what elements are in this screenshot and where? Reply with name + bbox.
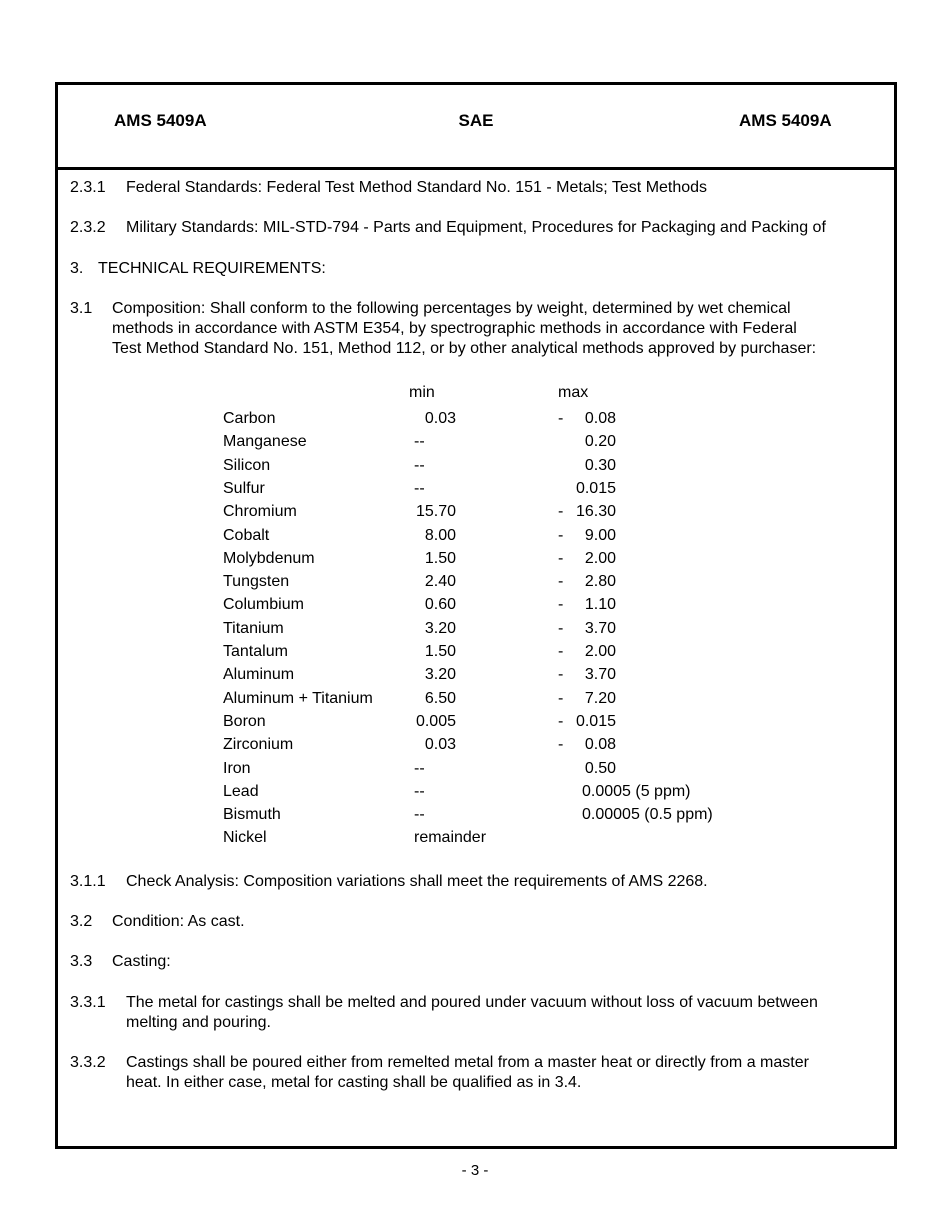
min-value: -- (414, 456, 425, 474)
min-value: remainder (414, 829, 487, 847)
section-3 (70, 259, 890, 279)
max-value: 0.0005 (5 ppm) (582, 782, 691, 800)
element-name: Zirconium (223, 736, 294, 754)
composition-row (223, 456, 823, 476)
section-number: 2.3.2 (70, 219, 106, 236)
section-text: Federal Standards: Federal Test Method Standard No. 151 - Metals; Test Methods (126, 179, 708, 196)
composition-row (223, 409, 823, 429)
section-3-3 (70, 952, 890, 972)
element-name: Nickel (223, 829, 267, 847)
min-value: -- (414, 479, 425, 497)
page-header (58, 85, 894, 170)
min-value: -- (414, 433, 425, 451)
section-text: Military Standards: MIL-STD-794 - Parts and Equipment, Procedures for Packaging and Packing of (126, 219, 826, 236)
min-value: 15.70 (415, 503, 456, 521)
min-value: 0.005 (415, 712, 456, 730)
composition-row (223, 689, 823, 709)
composition-row (223, 432, 823, 452)
section-3-3-2 (70, 1053, 890, 1093)
max-value: 0.00005 (0.5 ppm) (582, 806, 713, 824)
section-text: Condition: As cast. (112, 913, 245, 930)
composition-row (223, 828, 823, 848)
section-number: 2.3.1 (70, 179, 106, 196)
composition-row (223, 479, 823, 499)
min-value: 0.03 (424, 410, 456, 427)
composition-row (223, 572, 823, 592)
composition-row (223, 665, 823, 685)
header-spec-left: AMS 5409A (114, 111, 207, 130)
max-value: 1.10 (584, 596, 616, 614)
range-dash: - (558, 666, 564, 684)
element-name: Tantalum (223, 643, 288, 660)
composition-row (223, 782, 823, 802)
element-name: Boron (223, 712, 266, 730)
range-dash: - (558, 503, 564, 521)
range-dash: - (558, 573, 564, 591)
max-value: 0.50 (584, 759, 616, 777)
composition-row (223, 549, 823, 569)
section-number: 3.3.1 (70, 994, 106, 1011)
section-text: Casting: (112, 953, 171, 970)
element-name: Bismuth (223, 806, 281, 824)
range-dash: - (558, 736, 564, 754)
section-heading: TECHNICAL REQUIREMENTS: (98, 260, 326, 277)
max-value: 0.08 (584, 410, 616, 427)
max-value: 16.30 (575, 503, 616, 521)
max-value: 2.00 (584, 643, 616, 660)
composition-row (223, 595, 823, 615)
section-text-line: Castings shall be poured either from remelted metal from a master heat or directly from a master (126, 1054, 809, 1071)
max-value: 7.20 (584, 689, 616, 707)
composition-header-row (223, 383, 823, 403)
section-number: 3.1 (70, 300, 93, 317)
range-dash: - (558, 596, 564, 614)
range-dash: - (558, 619, 564, 637)
element-name: Tungsten (223, 573, 290, 591)
min-value: 6.50 (424, 689, 456, 707)
range-dash: - (558, 689, 564, 707)
composition-row (223, 712, 823, 732)
max-value: 2.00 (584, 549, 616, 567)
element-name: Aluminum (223, 666, 295, 684)
section-text-line: Composition: Shall conform to the following percentages by weight, determined by wet chemical (112, 300, 791, 317)
section-text: Check Analysis: Composition variations shall meet the requirements of AMS 2268. (126, 873, 708, 890)
section-number: 3.3.2 (70, 1054, 106, 1071)
element-name: Iron (223, 759, 251, 777)
min-value: 1.50 (424, 549, 456, 567)
range-dash: - (558, 549, 564, 567)
section-3-1-1 (70, 872, 890, 892)
element-name: Aluminum + Titanium (223, 689, 373, 707)
element-name: Molybdenum (223, 549, 315, 567)
max-value: 3.70 (584, 619, 616, 637)
element-name: Silicon (223, 456, 271, 474)
min-value: 0.03 (424, 736, 456, 754)
section-text-line: methods in accordance with ASTM E354, by spectrographic methods in accordance with Federal (112, 320, 797, 337)
min-column-header: min (409, 384, 435, 401)
section-number: 3. (70, 260, 84, 277)
max-value: 0.015 (575, 479, 616, 497)
min-value: -- (414, 806, 425, 824)
max-value: 2.80 (584, 573, 616, 591)
section-number: 3.1.1 (70, 873, 106, 890)
range-dash: - (558, 643, 564, 660)
composition-row (223, 642, 823, 662)
max-column-header: max (558, 384, 589, 401)
section-text-line: heat. In either case, metal for casting shall be qualified as in 3.4. (126, 1074, 582, 1091)
max-value: 3.70 (584, 666, 616, 684)
composition-row (223, 805, 823, 825)
composition-row (223, 735, 823, 755)
page-number: - 3 - (461, 1162, 489, 1179)
min-value: 3.20 (424, 619, 456, 637)
range-dash: - (558, 712, 564, 730)
max-value: 0.08 (584, 736, 616, 754)
element-name: Cobalt (223, 526, 270, 544)
section-text-line: The metal for castings shall be melted and poured under vacuum without loss of vacuum between (126, 994, 818, 1011)
element-name: Sulfur (223, 479, 265, 497)
element-name: Carbon (223, 410, 276, 427)
header-org: SAE (458, 111, 494, 130)
min-value: -- (414, 782, 425, 800)
element-name: Chromium (223, 503, 297, 521)
document-frame (55, 82, 897, 1149)
element-name: Lead (223, 782, 259, 800)
range-dash: - (558, 410, 564, 427)
element-name: Titanium (223, 619, 284, 637)
min-value: 0.60 (424, 596, 456, 614)
min-value: -- (414, 759, 425, 777)
section-text-line: melting and pouring. (126, 1014, 271, 1031)
element-name: Columbium (223, 596, 304, 614)
range-dash: - (558, 526, 564, 544)
section-3-3-1 (70, 993, 890, 1033)
section-2-3-2 (70, 218, 890, 238)
section-text-line: Test Method Standard No. 151, Method 112, or by other analytical methods approved by purchaser: (112, 340, 817, 357)
max-value: 0.20 (584, 433, 616, 451)
min-value: 8.00 (424, 526, 456, 544)
section-3-2 (70, 912, 890, 932)
header-spec-right: AMS 5409A (739, 111, 832, 130)
composition-row (223, 526, 823, 546)
section-number: 3.3 (70, 953, 93, 970)
section-3-1 (70, 299, 890, 359)
max-value: 9.00 (584, 526, 616, 544)
section-2-3-1 (70, 178, 890, 198)
composition-row (223, 502, 823, 522)
min-value: 1.50 (424, 643, 456, 660)
max-value: 0.015 (575, 712, 616, 730)
composition-row (223, 759, 823, 779)
min-value: 3.20 (424, 666, 456, 684)
section-number: 3.2 (70, 913, 93, 930)
min-value: 2.40 (424, 573, 456, 591)
element-name: Manganese (223, 433, 307, 451)
composition-row (223, 619, 823, 639)
max-value: 0.30 (584, 456, 616, 474)
